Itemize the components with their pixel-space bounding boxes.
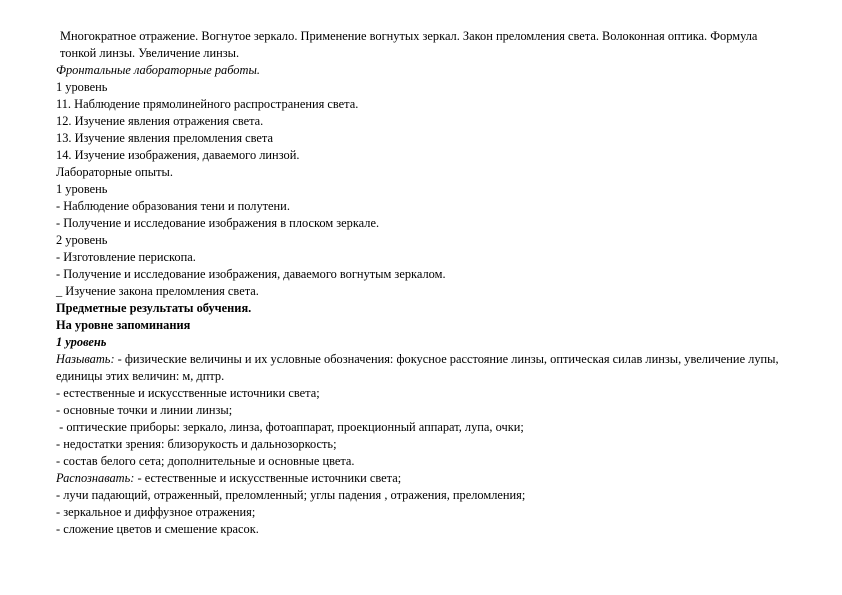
list-item: - сложение цветов и смешение красок. (56, 522, 259, 536)
list-item: - оптические приборы: зеркало, линза, фотоаппарат, проекционный аппарат, лупа, очки; (56, 420, 524, 434)
recognize-text: - естественные и искусственные источники света; (134, 471, 402, 485)
list-item: - Изготовление перископа. (56, 250, 196, 264)
document-page (56, 28, 796, 538)
level-label: 1 уровень (56, 335, 107, 349)
list-item: 11. Наблюдение прямолинейного распространения света. (56, 97, 359, 111)
list-item: - Наблюдение образования тени и полутени. (56, 199, 290, 213)
list-item: - естественные и искусственные источники света; (56, 386, 320, 400)
list-item: - состав белого сета; дополнительные и основные цвета. (56, 454, 355, 468)
list-item: - основные точки и линии линзы; (56, 403, 233, 417)
results-heading: Предметные результаты обучения. (56, 301, 252, 315)
list-item: _ Изучение закона преломления света. (56, 284, 259, 298)
name-paragraph (56, 351, 796, 385)
name-label: Называть: (56, 352, 115, 366)
list-item: 13. Изучение явления преломления света (56, 131, 273, 145)
list-item: - лучи падающий, отраженный, преломленный; углы падения , отражения, преломления; (56, 488, 526, 502)
level-label: 1 уровень (56, 182, 108, 196)
recognize-label: Распознавать: (56, 471, 135, 485)
list-item: - зеркальное и диффузное отражения; (56, 505, 256, 519)
recognize-paragraph (56, 470, 796, 487)
frontal-works-heading: Фронтальные лабораторные работы. (56, 63, 260, 77)
lab-experiments-heading: Лабораторные опыты. (56, 165, 173, 179)
list-item: - Получение и исследование изображения в плоском зеркале. (56, 216, 380, 230)
name-text: - физические величины и их условные обозначения: фокусное расстояние линзы, оптическая силав линзы, увеличение лупы, единицы этих величин: м, дптр. (56, 352, 779, 383)
intro-paragraph: Многократное отражение. Вогнутое зеркало. Применение вогнутых зеркал. Закон преломления света. Волоконная оптика. Формула тонкой линзы. Увеличение линзы. (60, 29, 758, 60)
list-item: - Получение и исследование изображения, даваемого вогнутым зеркалом. (56, 267, 446, 281)
level-label: 2 уровень (56, 233, 108, 247)
list-item: 14. Изучение изображения, даваемого линзой. (56, 148, 300, 162)
memory-level-heading: На уровне запоминания (56, 318, 191, 332)
list-item: - недостатки зрения: близорукость и дальнозоркость; (56, 437, 337, 451)
list-item: 12. Изучение явления отражения света. (56, 114, 264, 128)
level-label: 1 уровень (56, 80, 108, 94)
